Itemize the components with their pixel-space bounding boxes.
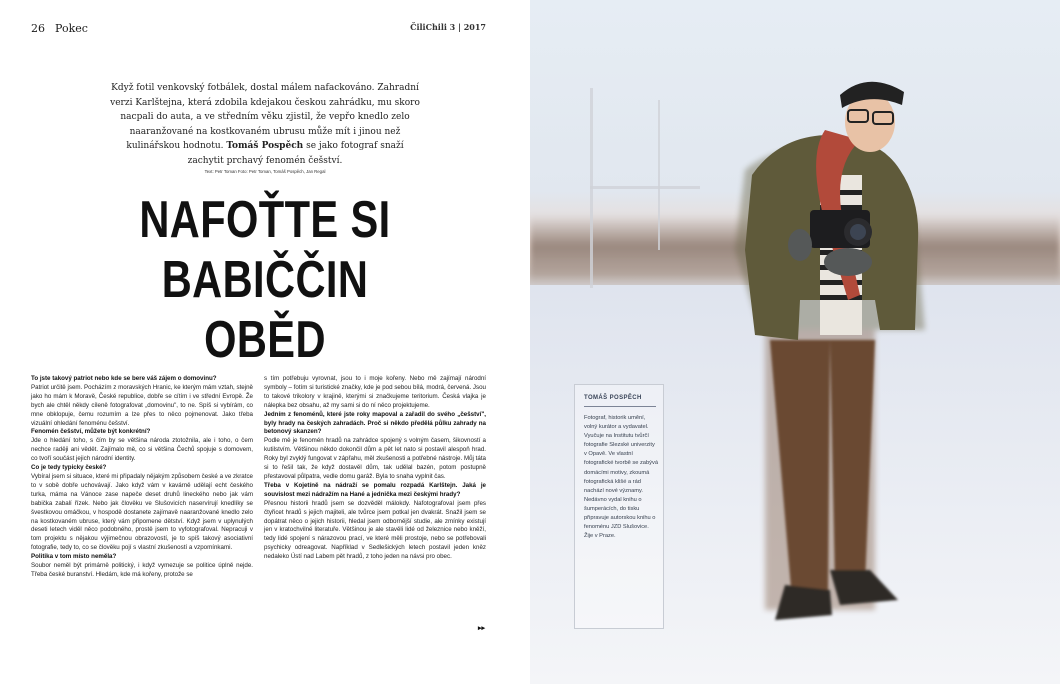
answer: Patriot určitě jsem. Pocházím z moravských Hranic, ke kterým mám vztah, stejně jako ho mám k Moravě, České republice, dobře se cítím i ve střední Evropě. Že bych ale chtěl někdy cíleně fotografovat „domovinu", to ne. Spíš si vybírám, co mne obklopuje, čemu rozumím a lze přes to něco pojmenovat. Jako třeba vizuální ohledání fenoménu češství. [31,383,253,427]
column-1 [31,375,253,580]
answer: Podle mě je fenomén hradů na zahrádce spojený s volným časem, šikovností a kutilstvím. Většinou někdo dokončil dům a pět let nato si postavil alespoň hrad. Roky byl zvyklý fungovat v zápřahu, měl zkušenosti a potřebné nástroje. Můj táta si to řešil tak, že když dostavěl dům, tak udělal bazén, potom postupně přestavoval půlpatra, vedle domu garáž. Byla to snaha vyplnit čas. [264,437,486,480]
continue-arrow-icon: ▸▸ [478,625,486,632]
interview-body [31,375,488,637]
camera-icon [810,210,872,248]
question: Jedním z fenoménů, které jste roky mapoval a zařadil do svého „češství", byly hrady na českých zahradách. Proč si někdo předělá půlku zahrady na betonový skanzen? [264,410,486,436]
lead-paragraph [110,81,420,169]
question: To jste takový patriot nebo kde se bere váš zájem o domovinu? [31,375,217,382]
caption-text: Fotograf, historik umění, volný kurátor a vydavatel. Vyučuje na Institutu tvůrčí fotografie Slezské univerzity v Opavě. Ve vlastní fotografické tvorbě se zabývá domácími motivy, zkoumá fotografická klišé a rád nachází nové významy. Nedávno vydal knihu o šumperácích, do tisku připravuje autorskou knihu o fenoménu JZD Slušovice. Žije v Praze. [584,415,658,540]
article-title [109,190,421,370]
answer: Přesnou historii hradů jsem se dozvěděl málokdy. Nafotografoval jsem přes čtyřicet hradů s jejich majiteli, ale tvůrce jsem potkal jen dvakrát. Snažil jsem se dopátrat něco o jejich historii, hledal jsem odbornější studie, ale zmínky existují jen v kratochvilné literatuře. Většinou je ale stavěli lidé od železnice nebo kněží, tedy lidé spojení s nárazovou prací, ve které měli prostoje, nebo se potřebovali psychicky odreagovat. Například v Sedlešických letech postavil jeden kněz nedaleko Ústí nad Labem pět hradů, z toho jeden na návsi pro obec. [264,499,486,561]
lead-text-end: se jako fotograf snaží zachytit prchavý fenomén češství. [187,141,404,166]
column-2 [264,375,486,562]
caption-divider [584,406,656,407]
question: Fenomén češství, můžete být konkrétní? [31,428,151,436]
title-line-2: BABIČČIN OBĚD [161,251,369,369]
answer: Soubor neměl být primárně politický, i když vymezuje se politice úplně nejde. Třeba české buranství. Hledám, kde má kořeny, protože se [31,562,253,578]
caption-name: TOMÁŠ POSPĚCH [584,395,642,401]
page-header [31,22,486,36]
answer: Vybíral jsem si situace, které mi připadaly nějakým způsobem české a ve zkratce to v sobě dobře uchovávají. Jako když vám v kavárně udělají echt českého turka, máma na Vánoce zase napeče deset druhů lineckého nebo jak vám babička zabalí řízek. Nebo jak člověku ve Slušovicích naservírují knedlíky se švestkovou omáčkou, v hospodě dostanete zajímavě naaranžované knedlo zelo na kostkovaném ubruse, který vám připomene dětství. Když jsem v uplynulých deseti letech viděl něco podobného, prostě jsem to vyfotografoval. Nepracuji v tom projektu s nějakou výjimečnou obrazovostí, je to spíš takový asociativní fotografie, tedy to, co se člověku pojí s vlastní zkušeností a vzpomínkami. [31,472,253,552]
answer: Jde o hledání toho, s čím by se většina národa ztotožnila, ale i toho, o čem nechce raději ani vědět. Zajímalo mě, co si většina Čechů spojuje s domovem, co tvoří součást jejich národní identity. [31,437,253,463]
lead-name: Tomáš Pospěch [226,141,304,152]
credits: Text: Petr Toman Foto: Petr Toman, Tomáš Pospěch, Jan Regal [204,169,326,174]
answer: s tím potřebuju vyrovnat, jsou to i moje kořeny. Nebo mě zajímají národní symboly – fotím si turistické značky, kde je pod sebou bílá, modrá, červená. Jsou to takové trikolory v krajině, kterými si značkujeme teritorium. Česká vlajka je nálepka bez obsahu, až my sami si do ní něco projektujeme. [264,375,486,409]
question: Co je tedy typicky české? [31,464,107,472]
page-number: 26 [31,22,45,35]
section-label: Pokec [55,22,88,35]
title-line-1: NAFOŤTE SI [139,191,391,249]
question: Třeba v Kojetíně na nádraží se pomalu rozpadá Karlštejn. Jaká je souvislost mezi nádražím na Hané a jednička mezi českými hrady? [264,481,486,498]
question: Politika v tom místo neměla? [31,553,117,561]
magazine-issue: ČiliChili 3 | 2017 [410,22,486,32]
lead-text: Když fotil venkovský fotbálek, dostal málem nafackováno. Zahradní verzi Karlštejna, která zdobila kdejakou českou zahrádku, mu skoro nacpali do auta, a ve středním věku zjistil, že vepřo knedlo zelo naaranžované na kostkovaném ubrusu může mít i jinou než kulinářskou hodnotu. [110,83,420,152]
